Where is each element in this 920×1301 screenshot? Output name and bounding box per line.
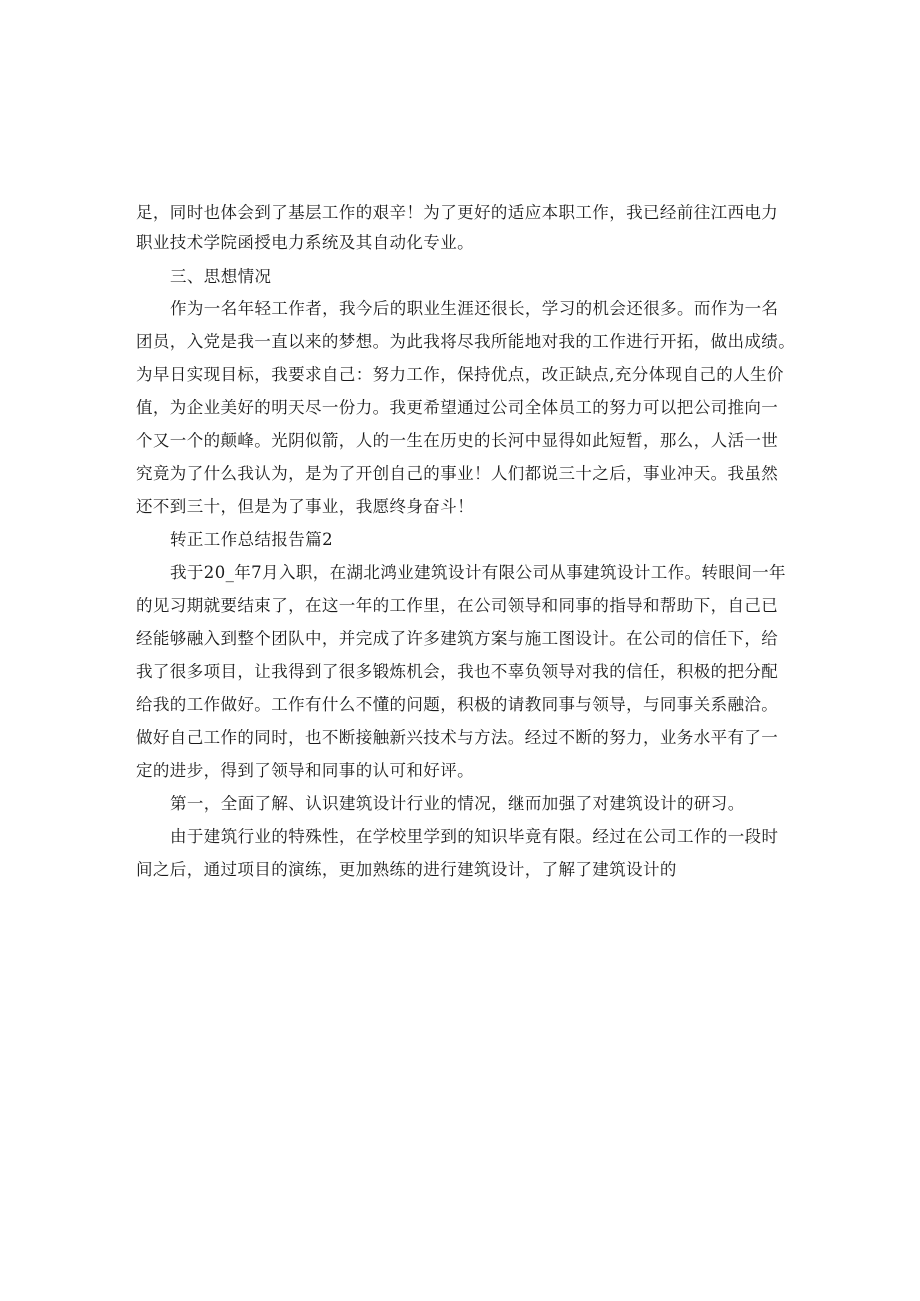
text-line: 究竟为了什么我认为，是为了开创自己的事业！人们都说三十之后，事业冲天。我虽然	[136, 464, 779, 483]
text-line: 间之后，通过项目的演练，更加熟练的进行建筑设计，了解了建筑设计的	[136, 860, 677, 879]
text-line: 的见习期就要结束了，在这一年的工作里，在公司领导和同事的指导和帮助下，自己已	[136, 596, 779, 615]
section-heading: 转正工作总结报告篇2	[170, 530, 333, 549]
section-heading: 三、思想情况	[170, 267, 272, 286]
text-line: 值，为企业美好的明天尽一份力。我更希望通过公司全体员工的努力可以把公司推向一	[136, 398, 779, 417]
text-line: 为早日实现目标，我要求自己：努力工作，保持优点，改正缺点,充分体现自己的人生价	[136, 365, 784, 384]
text-line: 职业技术学院函授电力系统及其自动化专业。	[136, 233, 474, 252]
text-line: 足，同时也体会到了基层工作的艰辛！为了更好的适应本职工作，我已经前往江西电力	[136, 203, 779, 222]
text-line: 作为一名年轻工作者，我今后的职业生涯还很长，学习的机会还很多。而作为一名	[170, 299, 779, 318]
text-line: 经能够融入到整个团队中，并完成了许多建筑方案与施工图设计。在公司的信任下，给	[136, 629, 779, 648]
text-line: 团员，入党是我一直以来的梦想。为此我将尽我所能地对我的工作进行开拓，做出成绩。	[136, 332, 796, 351]
text-line: 个又一个的颠峰。光阴似箭，人的一生在历史的长河中显得如此短暂，那么，人活一世	[136, 431, 779, 450]
text-line: 由于建筑行业的特殊性，在学校里学到的知识毕竟有限。经过在公司工作的一段时	[170, 827, 779, 846]
text-line: 我了很多项目，让我得到了很多锻炼机会，我也不辜负领导对我的信任，积极的把分配	[136, 662, 779, 681]
text-line: 还不到三十，但是为了事业，我愿终身奋斗！	[136, 497, 474, 516]
text-line: 第一，全面了解、认识建筑设计行业的情况，继而加强了对建筑设计的研习。	[170, 794, 745, 813]
text-line: 给我的工作做好。工作有什么不懂的问题，积极的请教同事与领导，与同事关系融洽。	[136, 695, 779, 714]
text-line: 我于20_年7月入职，在湖北鸿业建筑设计有限公司从事建筑设计工作。转眼间一年	[170, 563, 786, 582]
text-line: 做好自己工作的同时，也不断接触新兴技术与方法。经过不断的努力，业务水平有了一	[136, 728, 779, 747]
text-line: 定的进步，得到了领导和同事的认可和好评。	[136, 761, 474, 780]
